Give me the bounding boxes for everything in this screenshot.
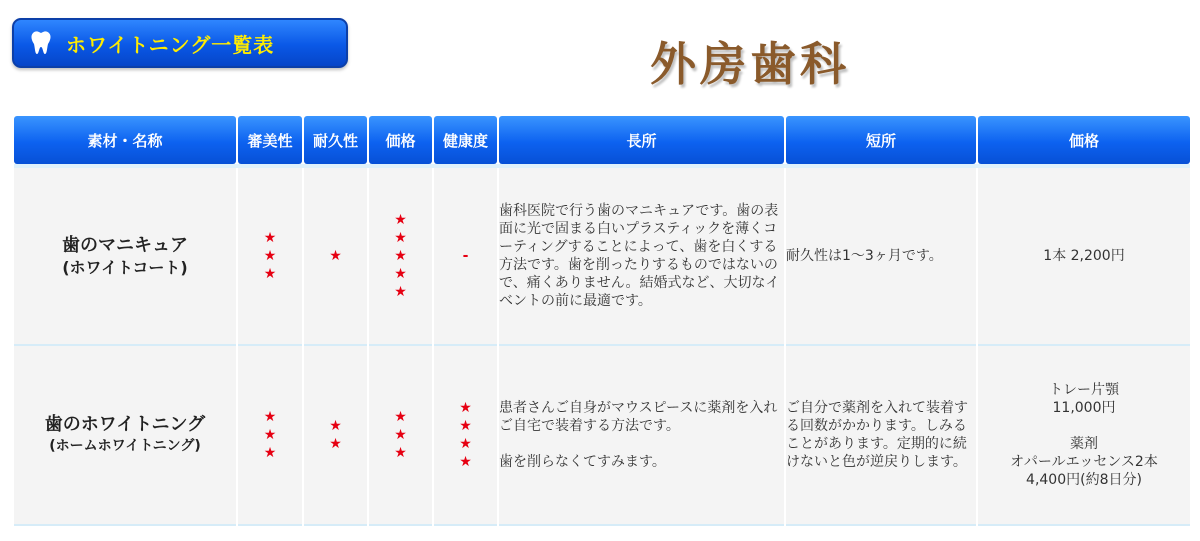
star-icon: ★ (394, 284, 407, 300)
health-rating (434, 346, 497, 526)
star-icon: ★ (394, 230, 407, 246)
col-material: 素材・名称 (14, 116, 236, 164)
badge-label: ホワイトニング一覧表 (66, 32, 275, 57)
price-text: トレー片顎 11,000円 薬剤 オパールエッセンス2本 4,400円(約8日分) (978, 346, 1190, 526)
star-icon: ★ (263, 427, 277, 443)
pros-text: 歯科医院で行う歯のマニキュアです。歯の表面に光で固まる白いプラスティックを薄くコーティングすることによって、歯を白くする方法です。歯を削ったりするものではないので、痛くありません。結婚式など、大切なイベントの前に最適です。 (499, 168, 784, 346)
star-icon: ★ (459, 454, 472, 470)
durability-rating (304, 346, 367, 526)
material-name-main: 歯のマニキュア (62, 234, 188, 256)
price-rating (369, 168, 432, 346)
star-icon: ★ (394, 409, 407, 425)
cons-text: ご自分で薬剤を入れて装着する回数がかかります。しみることがあります。定期的に続けないと色が逆戻りします。 (786, 346, 976, 526)
star-icon: ★ (263, 266, 277, 282)
col-durability: 耐久性 (304, 116, 367, 164)
col-price-rating: 価格 (369, 116, 432, 164)
aesthetics-rating (238, 168, 302, 346)
star-icon: ★ (394, 266, 407, 282)
tooth-icon (26, 28, 56, 58)
price-text: 1本 2,200円 (978, 168, 1190, 346)
table-row (14, 168, 1190, 346)
star-icon: ★ (394, 427, 407, 443)
star-icon: ★ (459, 418, 472, 434)
star-icon: ★ (459, 400, 472, 416)
material-name-sub: (ホワイトコート) (62, 257, 188, 277)
col-price: 価格 (978, 116, 1190, 164)
pros-text: 患者さんご自身がマウスピースに薬剤を入れご自宅で装着する方法です。 歯を削らなくてすみます。 (499, 346, 784, 526)
material-name-main: 歯のホワイトニング (44, 414, 206, 435)
star-icon: ★ (459, 436, 472, 452)
header-row (14, 116, 1190, 164)
star-icon: ★ (263, 409, 277, 425)
material-name (14, 168, 236, 346)
star-icon: ★ (329, 248, 342, 264)
material-name-sub: (ホームホワイトニング) (49, 438, 201, 454)
col-health: 健康度 (434, 116, 497, 164)
cons-text: 耐久性は1〜3ヶ月です。 (786, 168, 976, 346)
title-badge (12, 18, 348, 68)
aesthetics-rating (238, 346, 302, 526)
clinic-name: 外房歯科 (650, 37, 850, 91)
star-icon: ★ (329, 436, 342, 452)
col-pros: 長所 (499, 116, 784, 164)
material-name (14, 346, 236, 526)
col-aesthetics: 審美性 (238, 116, 302, 164)
durability-rating (304, 168, 367, 346)
star-icon: ★ (329, 418, 342, 434)
star-icon: ★ (394, 248, 407, 264)
price-rating (369, 346, 432, 526)
whitening-table (12, 116, 1192, 526)
star-icon: ★ (263, 445, 277, 461)
star-icon: ★ (394, 445, 407, 461)
health-rating: - (434, 168, 497, 346)
star-icon: ★ (394, 212, 407, 228)
star-icon: ★ (263, 248, 277, 264)
table-row (14, 346, 1190, 526)
star-icon: ★ (263, 230, 277, 246)
col-cons: 短所 (786, 116, 976, 164)
